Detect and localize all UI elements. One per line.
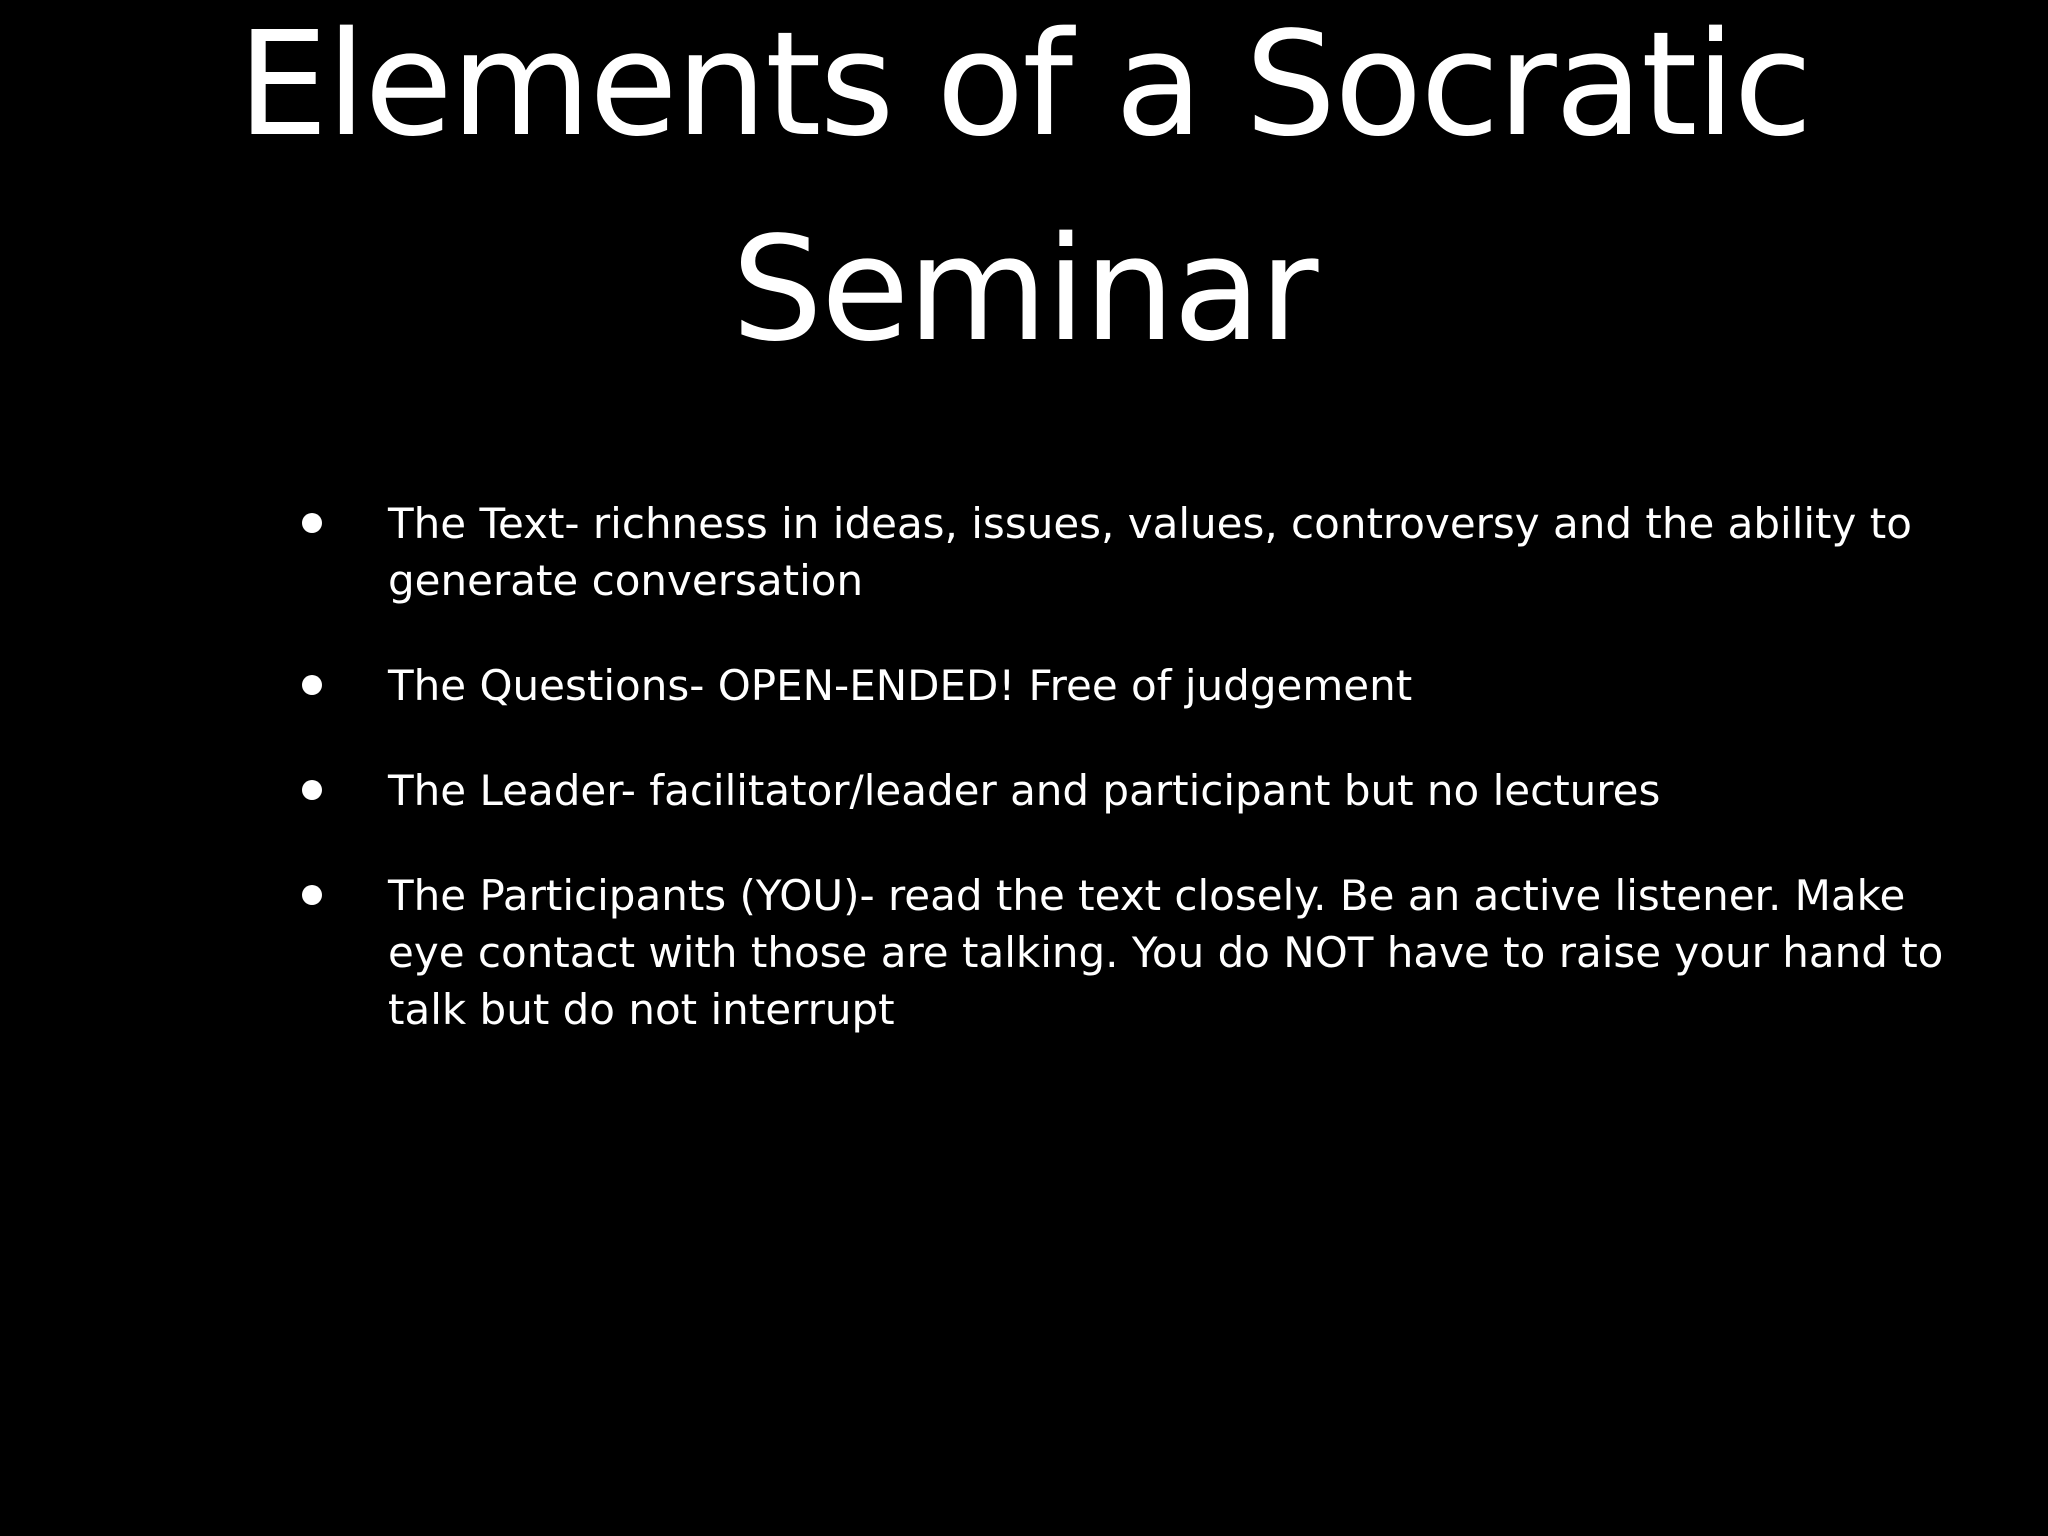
slide-title-line-1: Elements of a Socratic (237, 0, 1811, 168)
bullet-item-text (0, 495, 2048, 609)
bullet-text: The Participants (YOU)- read the text closely. Be an active listener. Make eye contact with those are talking. You do NOT have to raise your hand to talk but do not interrupt (388, 871, 1944, 1034)
slide-title-line-2: Seminar (731, 205, 1317, 373)
slide-title (0, 0, 2048, 392)
bullet-item-leader (0, 762, 2048, 819)
bullet-dot-icon (302, 675, 322, 695)
bullet-dot-icon (302, 780, 322, 800)
bullet-dot-icon (302, 513, 322, 533)
bullet-list (0, 495, 2048, 1086)
bullet-dot-icon (302, 885, 322, 905)
bullet-text: The Leader- facilitator/leader and participant but no lectures (388, 766, 1661, 815)
bullet-text: The Text- richness in ideas, issues, values, controversy and the ability to generate conversation (388, 499, 1912, 605)
bullet-item-questions (0, 657, 2048, 714)
bullet-text: The Questions- OPEN-ENDED! Free of judgement (388, 661, 1413, 710)
bullet-item-participants (0, 867, 2048, 1038)
